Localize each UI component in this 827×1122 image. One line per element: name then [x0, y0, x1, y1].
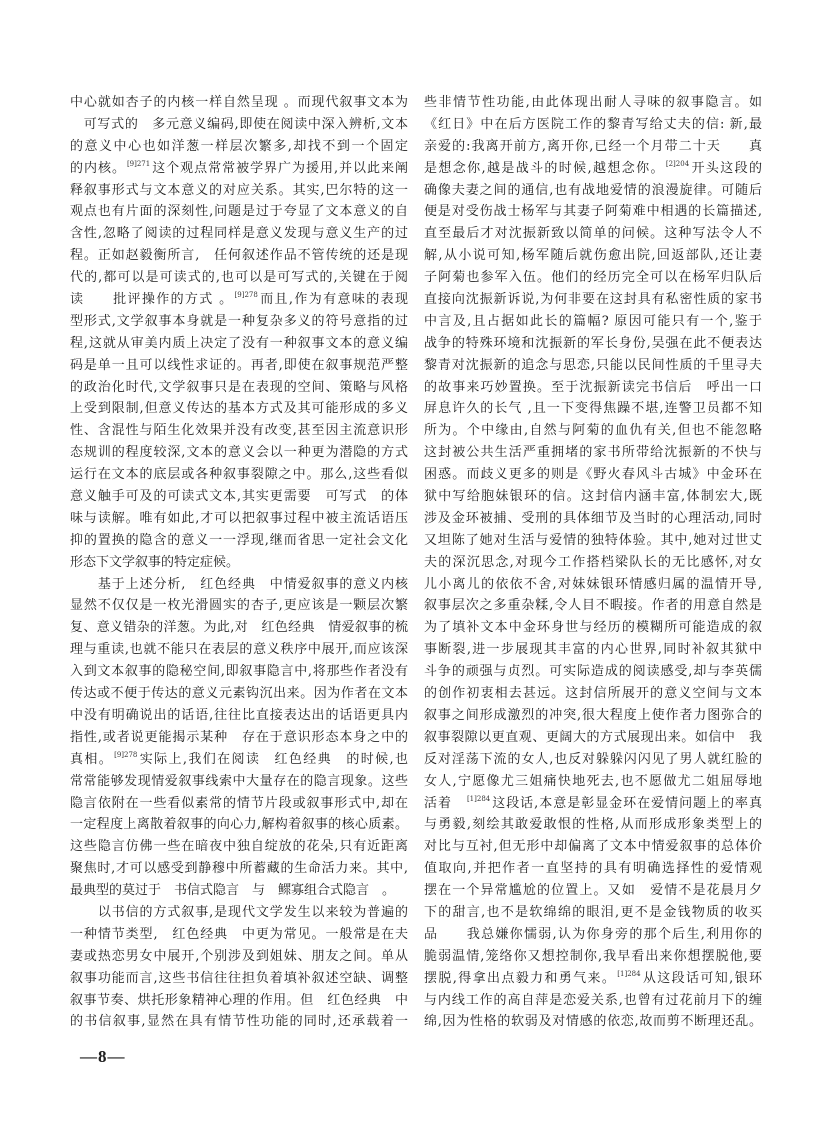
text-segment: 程,这就从审美内质上决定了没有一种叙事文本的意义编: [70, 335, 408, 351]
text-segment: 对比与互衬,但无形中却偏离了文本中情爱叙事的总体价: [424, 839, 762, 855]
text-segment: 些非情节性功能,由此体现出耐人寻味的叙事隐言。如: [424, 95, 762, 110]
text-line: [70, 552, 408, 574]
citation-reference: [2]204: [665, 159, 690, 168]
text-segment: 显然不仅仅是一枚光滑圆实的杏子,更应该是一颗层次繁: [70, 598, 408, 614]
text-line: [424, 267, 762, 289]
text-line: [70, 880, 408, 902]
text-segment: 这段话,本意是彰显金环在爱情问题上的率真: [491, 795, 762, 811]
text-segment: 《红日》中在后方医院工作的黎青写给丈夫的信: 新,最: [424, 116, 762, 132]
text-segment: 中心就如杏子的内核一样自然呈现 。而现代叙事文本为: [70, 95, 408, 110]
text-line: [424, 968, 762, 990]
text-segment: 常常能够发现情爱叙事线索中大量存在的隐言现象。这些: [70, 773, 408, 789]
text-line: [70, 836, 408, 858]
text-line: [70, 968, 408, 990]
text-line: [70, 814, 408, 836]
text-line: [424, 355, 762, 377]
left-column: [70, 92, 408, 1033]
text-segment: 斗争的顽强与贞烈。可实际造成的阅读感受,却与李英儒: [424, 664, 762, 680]
text-segment: 值取向,并把作者一直坚持的具有明确选择性的爱情观: [424, 861, 762, 877]
text-segment: 狱中写给胞妹银环的信。这封信内涵丰富,体制宏大,既: [424, 489, 762, 505]
text-line: [70, 902, 408, 924]
text-line: [424, 990, 762, 1012]
text-line: [424, 683, 762, 705]
text-segment: 真相。: [70, 751, 114, 767]
text-line: [424, 617, 762, 639]
text-line: [70, 771, 408, 793]
text-segment: 以书信的方式叙事,是现代文学发生以来较为普遍的: [70, 904, 408, 920]
text-line: [70, 245, 408, 267]
text-line: [424, 552, 762, 574]
text-line: [70, 223, 408, 245]
text-segment: 型形式,文学叙事本身就是一种复杂多义的符号意指的过: [70, 313, 408, 329]
text-segment: 黎青对沈振新的追念与思恋,只能以民间性质的千里寻夫: [424, 357, 762, 373]
text-line: [424, 836, 762, 858]
text-line: [70, 617, 408, 639]
text-segment: 程。正如赵毅衡所言, 任何叙述作品不管传统的还是现: [70, 248, 408, 264]
text-segment: 码是单一且可以线性求证的。再者,即使在叙事规范严整: [70, 357, 408, 373]
text-segment: 的故事来巧妙置换。至于沈振新读完书信后 呼出一口: [424, 379, 762, 395]
text-segment: 夫的深沉思念,对现今工作搭档梁队长的无比感怀,对女: [424, 554, 762, 570]
text-line: [424, 595, 762, 617]
text-segment: 一种情节类型, 红色经典 中更为常见。一般常是在夫: [70, 926, 408, 942]
text-line: [424, 398, 762, 420]
text-line: [424, 464, 762, 486]
text-segment: 解,从小说可知,杨军随后就伤愈出院,回返部队,还让妻: [424, 248, 762, 264]
text-segment: 中没有明确说出的话语,往往比直接表达出的话语更具内: [70, 707, 408, 723]
text-line: [424, 705, 762, 727]
text-segment: 便是对受伤战士杨军与其妻子阿菊难中相遇的长篇描述,: [424, 204, 762, 220]
page-number: —8—: [80, 1047, 126, 1066]
text-line: [424, 574, 762, 596]
citation-reference: [1]284: [617, 969, 641, 978]
text-segment: 形态下文学叙事的特定症候。: [70, 554, 240, 570]
text-line: [424, 924, 762, 946]
text-line: [424, 880, 762, 902]
text-line: [424, 377, 762, 399]
text-line: [70, 1011, 408, 1033]
text-line: [70, 990, 408, 1012]
text-segment: 的书信叙事,显然在具有情节性功能的同时,还承载着一: [70, 1014, 408, 1030]
text-segment: 释叙事形式与文本意义的对应关系。其实,巴尔特的这一: [70, 182, 408, 198]
text-segment: 事断裂,进一步展现其丰富的内心世界,同时补叙其狱中: [424, 642, 762, 658]
text-segment: 基于上述分析, 红色经典 中情爱叙事的意义内核: [70, 576, 408, 592]
text-line: [424, 311, 762, 333]
text-line: [424, 793, 762, 815]
text-line: [70, 858, 408, 880]
text-segment: 一定程度上离散着叙事的向心力,解构着叙事的核心质素。: [70, 817, 408, 833]
text-line: [424, 201, 762, 223]
text-line: [424, 486, 762, 508]
text-line: [70, 333, 408, 355]
text-line: [70, 398, 408, 420]
text-segment: 又坦陈了她对生活与爱情的独特体验。其中,她对过世丈: [424, 532, 762, 548]
text-line: [424, 727, 762, 749]
text-segment: 的意义中心也如洋葱一样层次繁多,却找不到一个固定: [70, 138, 408, 154]
text-segment: 脆弱温情,笼络你又想控制你,我早看出来你想摆脱他,要: [424, 948, 762, 964]
text-segment: 抑的置换的隐含的意义一一浮现,继而省思一定社会文化: [70, 532, 408, 548]
text-line: [70, 595, 408, 617]
text-segment: 活着: [424, 795, 466, 811]
text-segment: 运行在文本的底层或各种叙事裂隙之中。那么,这些看似: [70, 467, 408, 483]
text-line: [70, 114, 408, 136]
text-segment: 叙事功能而言,这些书信往往担负着填补叙述空缺、调整: [70, 970, 408, 986]
text-line: [70, 180, 408, 202]
text-segment: 品 我总嫌你懦弱,认为你身旁的那个后生,利用你的: [424, 926, 762, 942]
text-line: [70, 486, 408, 508]
text-segment: 亲爱的:我离开前方,离开你,已经一个月带二十天 真: [424, 138, 762, 154]
text-line: [70, 639, 408, 661]
text-line: [70, 705, 408, 727]
text-line: [70, 158, 408, 180]
text-line: [70, 464, 408, 486]
text-segment: 这封被公共生活严重拥堵的家书所带给沈振新的不快与: [424, 445, 762, 461]
text-segment: 涉及金环被捕、受刑的具体细节及当时的心理活动,同时: [424, 510, 762, 526]
text-line: [70, 267, 408, 289]
text-segment: 这个观点常常被学界广为援用,并以此来阐: [151, 160, 408, 176]
text-segment: 最典型的莫过于 书信式隐言 与 鳏寡组合式隐言 。: [70, 883, 396, 899]
text-line: [424, 289, 762, 311]
text-segment: 实际上,我们在阅读 红色经典 的时候,也: [138, 751, 408, 767]
text-line: [70, 574, 408, 596]
citation-reference: [9]278: [114, 750, 138, 759]
text-segment: 可写式的 多元意义编码,即使在阅读中深入辨析,文本: [70, 116, 408, 132]
text-segment: 上受到限制,但意义传达的基本方式及其可能形成的多义: [70, 401, 408, 417]
text-segment: 是想念你,越是战斗的时候,越想念你。: [424, 160, 665, 176]
text-segment: 摆脱,得拿出点毅力和勇气来。: [424, 970, 617, 986]
text-segment: 叙事节奏、烘托形象精神心理的作用。但 红色经典 中: [70, 992, 408, 1008]
text-segment: 战争的特殊环境和沈振新的军长身份,吴强在此不便表达: [424, 335, 762, 351]
text-line: [70, 661, 408, 683]
text-line: [424, 814, 762, 836]
text-line: [70, 92, 408, 114]
text-line: [424, 114, 762, 136]
text-segment: 妻或热恋男女中展开,个别涉及到姐妹、朋友之间。单从: [70, 948, 408, 964]
text-segment: 子阿菊也参军入伍。他们的经历完全可以在杨军归队后: [424, 270, 762, 286]
text-line: [424, 136, 762, 158]
text-line: [70, 683, 408, 705]
text-segment: 所为。个中缘由,自然与阿菊的血仇有关,但也不能忽略: [424, 423, 762, 439]
text-segment: 从这段话可知,银环: [641, 970, 762, 986]
text-segment: 意义触手可及的可读式文本,其实更需要 可写式 的体: [70, 489, 408, 505]
text-line: [70, 946, 408, 968]
text-line: [424, 158, 762, 180]
text-line: [424, 661, 762, 683]
text-line: [424, 771, 762, 793]
text-segment: 为了填补文本中金环身世与经历的模糊所可能造成的叙: [424, 620, 762, 636]
text-segment: 含性,忽略了阅读的过程同样是意义发现与意义生产的过: [70, 226, 408, 242]
text-line: [424, 749, 762, 771]
text-segment: 而且,作为有意味的表现: [258, 292, 408, 308]
text-segment: 直至最后才对沈振新致以简单的问候。这种写法令人不: [424, 226, 762, 242]
citation-reference: [1]284: [466, 794, 491, 803]
text-segment: 的内核。: [70, 160, 126, 176]
text-line: [424, 223, 762, 245]
text-line: [70, 311, 408, 333]
text-line: [424, 442, 762, 464]
text-segment: 摆在一个异常尴尬的位置上。又如 爱情不是花晨月夕: [424, 883, 762, 899]
text-segment: 女人,宁愿像尤三姐痛快地死去,也不愿做尤二姐屈辱地: [424, 773, 762, 789]
text-segment: 入到文本叙事的隐秘空间,即叙事隐言中,将那些作者没有: [70, 664, 408, 680]
text-segment: 隐言依附在一些看似素常的情节片段或叙事形式中,却在: [70, 795, 408, 811]
text-segment: 的政治化时代,文学叙事只是在表现的空间、策略与风格: [70, 379, 408, 395]
text-line: [424, 902, 762, 924]
citation-reference: [9]271: [126, 159, 151, 168]
text-segment: 观点也有片面的深刻性,问题是过于夸显了文本意义的自: [70, 204, 408, 220]
text-segment: 下的甜言,也不是软绵绵的眼泪,更不是金钱物质的收买: [424, 904, 762, 920]
text-segment: 直接向沈振新诉说,为何非要在这封具有私密性质的家书: [424, 292, 762, 308]
citation-reference: [9]278: [234, 291, 258, 300]
text-line: [70, 508, 408, 530]
text-segment: 的创作初衷相去甚远。这封信所展开的意义空间与文本: [424, 686, 762, 702]
text-line: [424, 333, 762, 355]
text-segment: 代的,都可以是可读式的,也可以是可写式的,关键在于阅: [70, 270, 408, 286]
text-line: [424, 92, 762, 114]
right-column: [424, 92, 762, 1033]
text-line: [424, 946, 762, 968]
text-segment: 聚焦时,才可以感受到静穆中所蓄藏的生命活力来。其中,: [70, 861, 408, 877]
text-segment: 性、含混性与陌生化效果并没有改变,甚至因主流意识形: [70, 423, 408, 439]
text-segment: 屏息许久的长气 ,且一下变得焦躁不堪,连警卫员都不知: [424, 401, 762, 417]
text-line: [424, 420, 762, 442]
text-line: [70, 355, 408, 377]
text-line: [70, 442, 408, 464]
text-line: [70, 289, 408, 311]
text-segment: 这些隐言仿佛一些在暗夜中独自绽放的花朵,只有近距离: [70, 839, 408, 855]
text-line: [70, 727, 408, 749]
text-segment: 绵,因为性格的软弱及对情感的依恋,故而剪不断理还乱。: [424, 1014, 762, 1030]
text-line: [70, 201, 408, 223]
text-line: [424, 508, 762, 530]
text-line: [70, 377, 408, 399]
text-line: [424, 1011, 762, 1033]
text-segment: 反对淫荡下流的女人,也反对躲躲闪闪见了男人就红脸的: [424, 751, 762, 767]
text-segment: 读 批评操作的方式 。: [70, 292, 234, 308]
text-segment: 困惑。而歧义更多的则是《野火春风斗古城》中金环在: [424, 467, 762, 483]
text-line: [70, 793, 408, 815]
text-line: [424, 858, 762, 880]
text-line: [424, 245, 762, 267]
text-segment: 儿小离儿的依依不舍,对妹妹银环情感归属的温情开导,: [424, 576, 762, 592]
text-line: [70, 420, 408, 442]
text-segment: 与内线工作的高自萍是恋爱关系,也曾有过花前月下的缠: [424, 992, 762, 1008]
text-line: [70, 749, 408, 771]
text-line: [424, 180, 762, 202]
text-segment: 理与重读,也就不能只在表层的意义秩序中展开,而应该深: [70, 642, 408, 658]
text-segment: 与勇毅,刻绘其敢爱敢恨的性格,从而形成形象类型上的: [424, 817, 762, 833]
text-segment: 指性,或者说更能揭示某种 存在于意识形态本身之中的: [70, 729, 408, 745]
text-segment: 态规训的程度较深,文本的意义会以一种更为潜隐的方式: [70, 445, 408, 461]
text-line: [70, 924, 408, 946]
text-segment: 开头这段的: [690, 160, 762, 176]
text-segment: 复、意义错杂的洋葱。为此,对 红色经典 情爱叙事的梳: [70, 620, 408, 636]
text-line: [424, 530, 762, 552]
text-line: [70, 136, 408, 158]
text-line: [424, 639, 762, 661]
text-segment: 传达或不便于传达的意义元素钩沉出来。因为作者在文本: [70, 686, 408, 702]
text-segment: 叙事层次之多重杂糅,令人目不暇接。作者的用意自然是: [424, 598, 762, 614]
text-segment: 确像夫妻之间的通信,也有战地爱情的浪漫旋律。可随后: [424, 182, 762, 198]
text-line: [70, 530, 408, 552]
text-segment: 叙事之间形成激烈的冲突,很大程度上使作者力图弥合的: [424, 707, 762, 723]
text-segment: 中言及,且占据如此长的篇幅? 原因可能只有一个,鉴于: [424, 313, 762, 329]
text-segment: 味与读解。唯有如此,才可以把叙事过程中被主流话语压: [70, 510, 408, 526]
text-segment: 叙事裂隙以更直观、更阔大的方式展现出来。如信中 我: [424, 729, 762, 745]
